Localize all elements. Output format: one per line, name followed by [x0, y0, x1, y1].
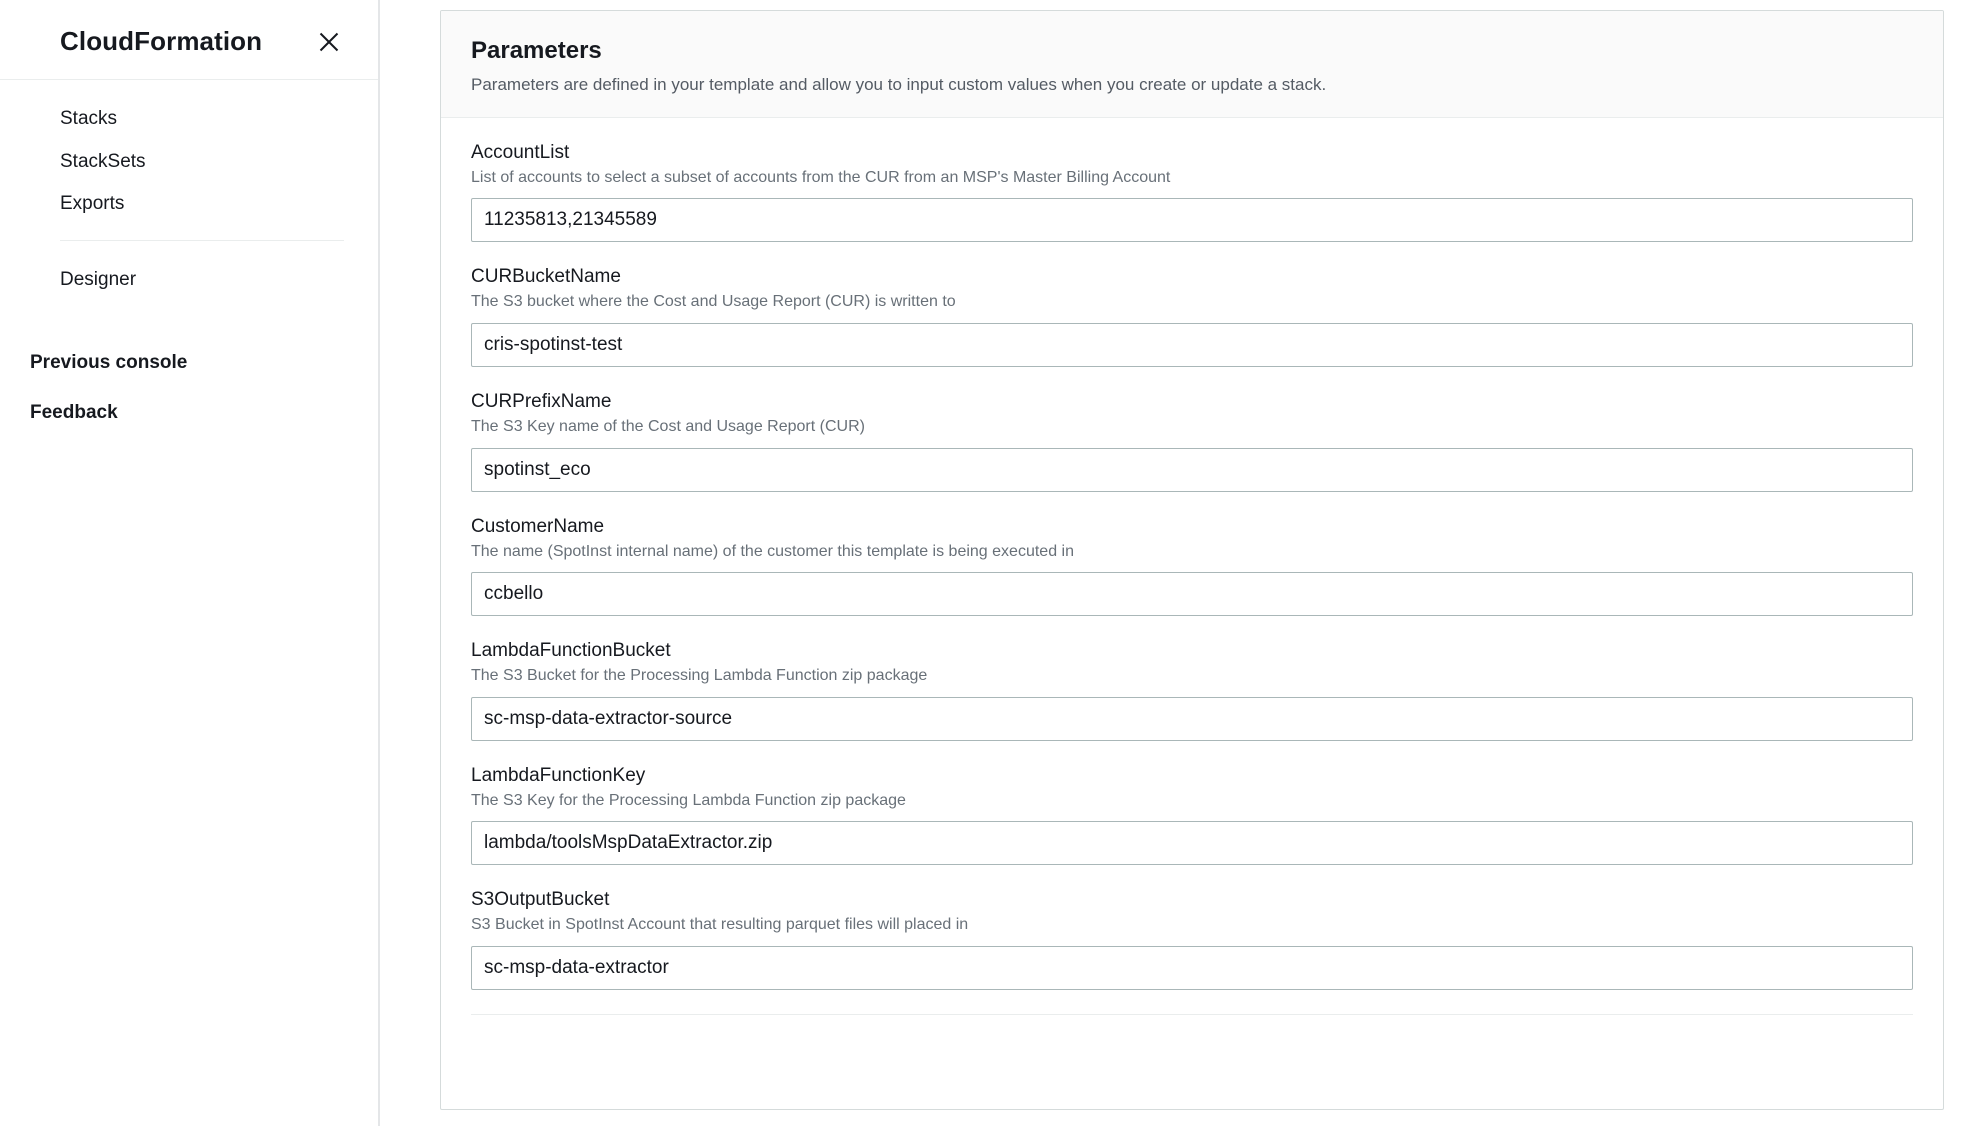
parameter-field-accountlist [471, 142, 1913, 243]
parameter-hint-curbucketname: The S3 bucket where the Cost and Usage Report (CUR) is written to [471, 293, 956, 311]
parameter-input-lambdafunctionkey[interactable] [471, 821, 1913, 865]
close-icon[interactable] [314, 27, 344, 57]
panel-divider [471, 1014, 1913, 1015]
parameters-panel [440, 10, 1944, 1110]
parameter-hint-lambdafunctionkey: The S3 Key for the Processing Lambda Function zip package [471, 791, 906, 809]
parameter-input-customername[interactable] [471, 572, 1913, 616]
cloudformation-sidebar [0, 0, 380, 1126]
sidebar-item-designer[interactable]: Designer [60, 269, 137, 291]
sidebar-link-feedback[interactable]: Feedback [30, 401, 118, 423]
parameter-label-curbucketname: CURBucketName [471, 266, 621, 288]
parameter-hint-s3outputbucket: S3 Bucket in SpotInst Account that resulting parquet files will placed in [471, 916, 969, 934]
parameter-input-s3outputbucket[interactable] [471, 946, 1913, 990]
sidebar-item-stacksets[interactable]: StackSets [60, 150, 146, 172]
parameter-input-accountlist[interactable] [471, 198, 1913, 242]
parameter-label-curprefixname: CURPrefixName [471, 390, 612, 412]
parameter-field-lambdafunctionkey [471, 765, 1913, 866]
parameter-label-accountlist: AccountList [471, 141, 570, 163]
parameter-hint-customername: The name (SpotInst internal name) of the customer this template is being executed in [471, 542, 1074, 560]
parameter-label-s3outputbucket: S3OutputBucket [471, 889, 610, 911]
parameter-input-curbucketname[interactable] [471, 323, 1913, 367]
main-content [380, 0, 1966, 1126]
parameter-label-lambdafunctionbucket: LambdaFunctionBucket [471, 640, 671, 662]
parameter-hint-lambdafunctionbucket: The S3 Bucket for the Processing Lambda Function zip package [471, 667, 928, 685]
parameter-label-customername: CustomerName [471, 515, 605, 537]
parameter-hint-accountlist: List of accounts to select a subset of accounts from the CUR from an MSP's Master Billing Account [471, 168, 1171, 186]
parameter-label-lambdafunctionkey: LambdaFunctionKey [471, 764, 646, 786]
parameters-panel-header [441, 11, 1943, 118]
sidebar-item-exports[interactable]: Exports [60, 193, 125, 215]
sidebar-item-stacks[interactable]: Stacks [60, 108, 118, 129]
sidebar-group-designer [60, 241, 344, 316]
parameter-hint-curprefixname: The S3 Key name of the Cost and Usage Report (CUR) [471, 417, 865, 435]
parameter-field-customername [471, 516, 1913, 617]
sidebar-link-previous-console[interactable]: Previous console [30, 351, 188, 373]
parameter-input-curprefixname[interactable] [471, 448, 1913, 492]
parameter-field-lambdafunctionbucket [471, 640, 1913, 741]
parameter-field-curprefixname [471, 391, 1913, 492]
parameter-field-curbucketname [471, 266, 1913, 367]
parameter-field-s3outputbucket [471, 889, 1913, 990]
sidebar-group-stacks [60, 80, 344, 241]
sidebar-header [0, 0, 378, 80]
parameter-input-lambdafunctionbucket[interactable] [471, 697, 1913, 741]
page-title: Parameters [471, 37, 602, 64]
parameters-form [441, 118, 1943, 1035]
sidebar-title: CloudFormation [60, 26, 263, 56]
page-description: Parameters are defined in your template and allow you to input custom values when you create or update a stack. [471, 75, 1327, 94]
